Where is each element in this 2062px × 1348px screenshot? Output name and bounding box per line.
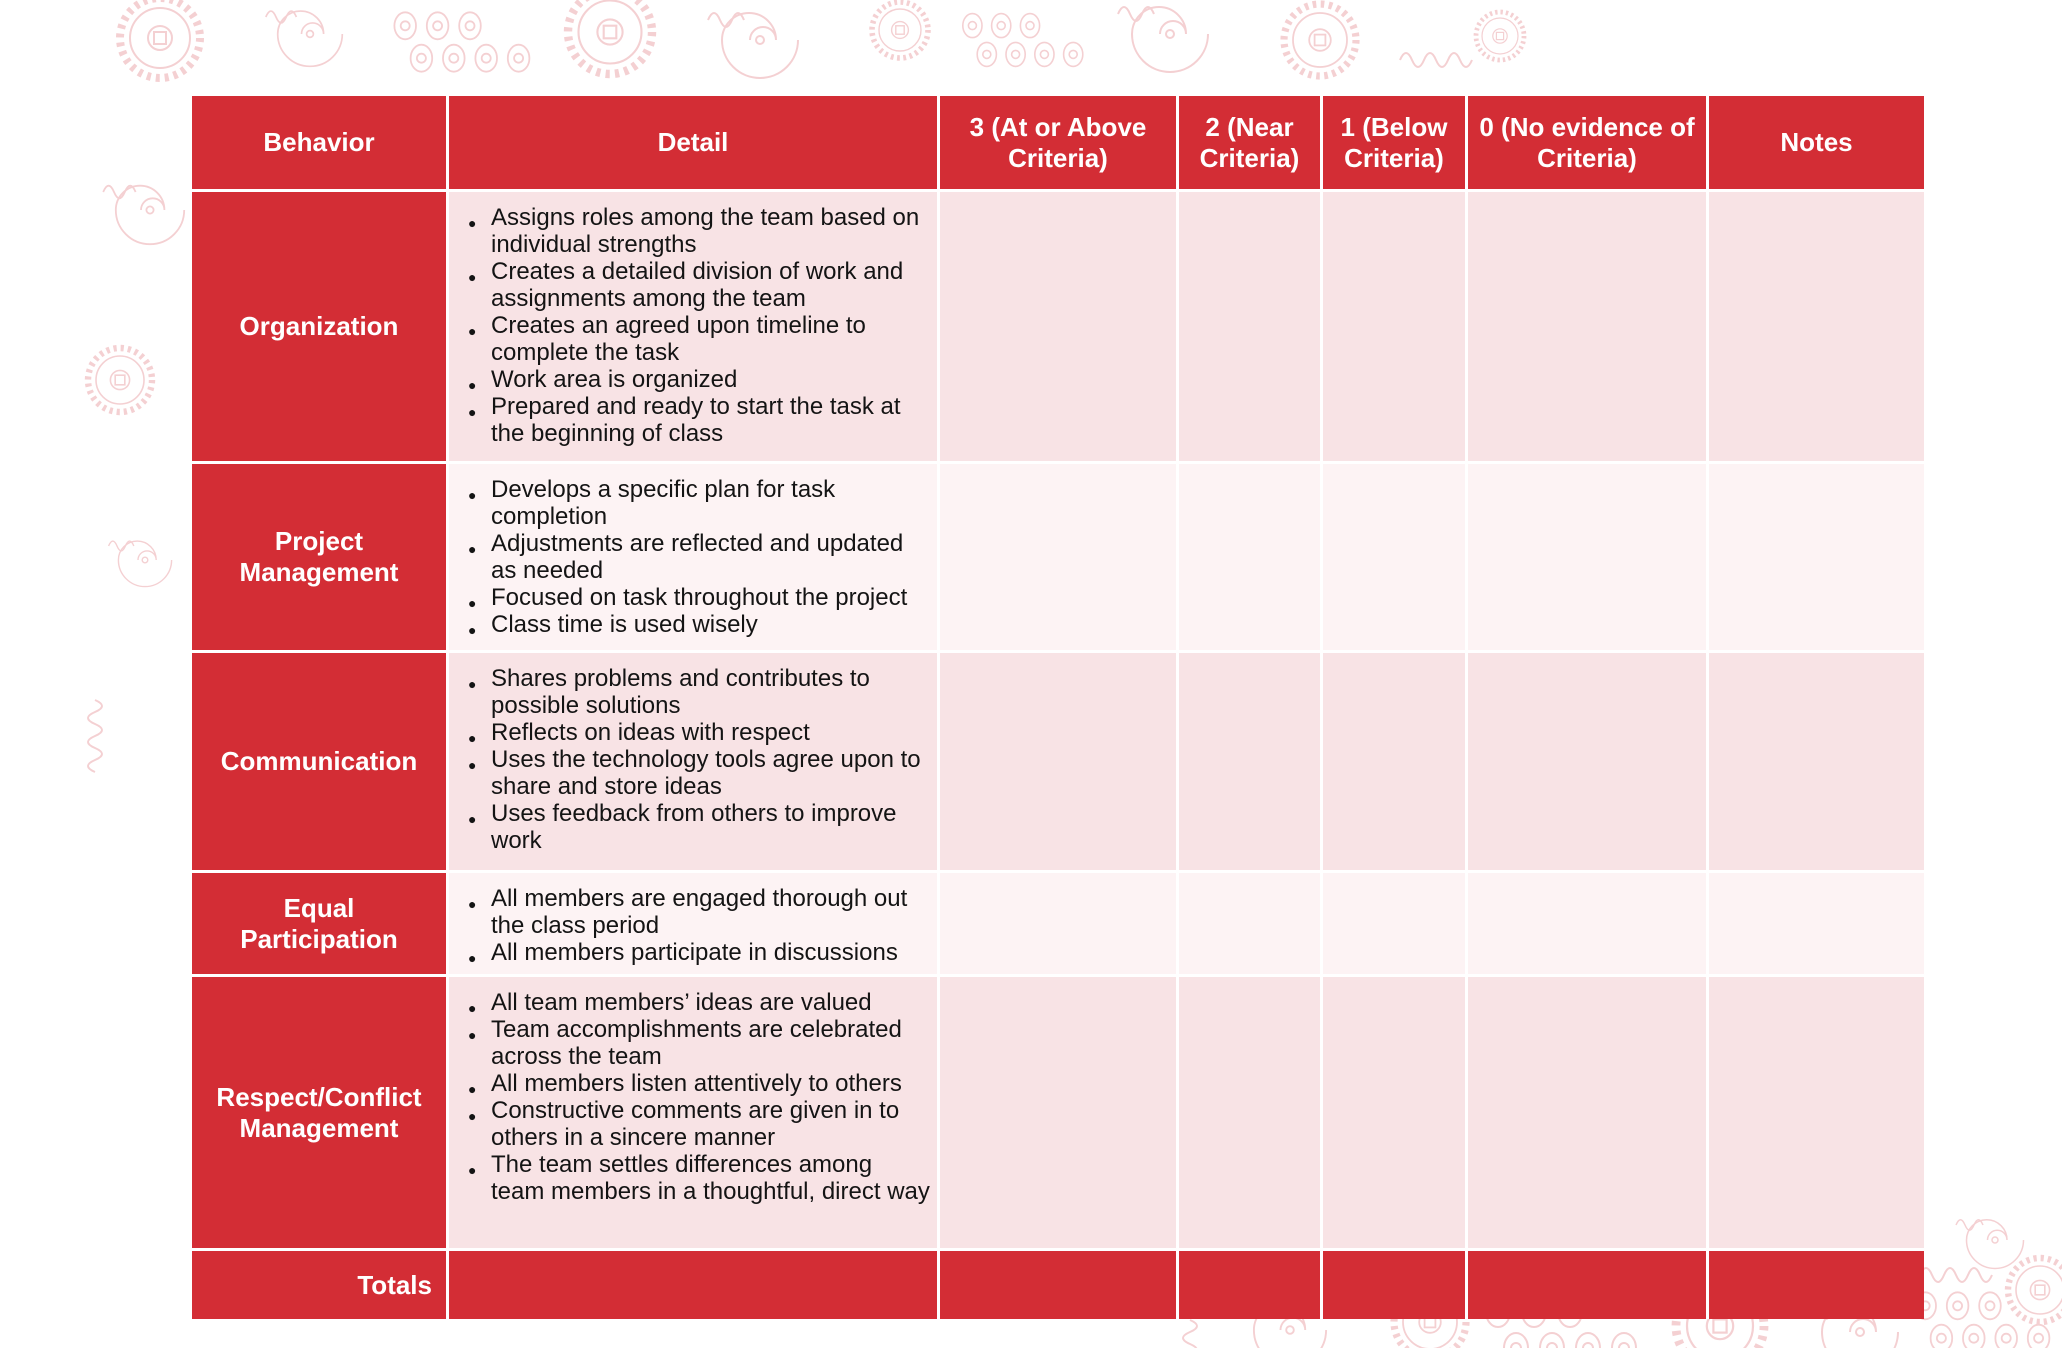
notes-cell (1709, 653, 1924, 870)
score-cell (1179, 464, 1320, 650)
score-cell (1468, 464, 1706, 650)
score-cell (1179, 653, 1320, 870)
detail-item: ● All members listen attentively to others (461, 1070, 931, 1097)
detail-item: ● Assigns roles among the team based on individual strengths (461, 204, 931, 258)
behavior-label-project-management: Project Management (192, 464, 446, 650)
detail-item: ● Develops a specific plan for task completion (461, 476, 931, 530)
detail-item: ● Focused on task throughout the project (461, 584, 931, 611)
detail-cell-respect-conflict-management (449, 977, 937, 1248)
notes-cell (1709, 464, 1924, 650)
behavior-label-communication: Communication (192, 653, 446, 870)
detail-cell-organization (449, 192, 937, 461)
detail-item: ● Reflects on ideas with respect (461, 719, 931, 746)
score-cell (1323, 192, 1465, 461)
detail-cell-equal-participation (449, 873, 937, 974)
totals-label: Totals (192, 1251, 446, 1319)
column-header-score-1: 1 (Below Criteria) (1323, 96, 1465, 189)
behavior-label-equal-participation: Equal Participation (192, 873, 446, 974)
behavior-label-organization: Organization (192, 192, 446, 461)
score-cell (1323, 977, 1465, 1248)
column-header-behavior: Behavior (192, 96, 446, 189)
totals-cell (1323, 1251, 1465, 1319)
notes-cell (1709, 192, 1924, 461)
detail-list (461, 476, 931, 638)
detail-item: ● Shares problems and contributes to possible solutions (461, 665, 931, 719)
totals-cell (449, 1251, 937, 1319)
notes-cell (1709, 873, 1924, 974)
detail-item: ● Constructive comments are given in to others in a sincere manner (461, 1097, 931, 1151)
column-header-score-2: 2 (Near Criteria) (1179, 96, 1320, 189)
score-cell (940, 653, 1176, 870)
score-cell (940, 977, 1176, 1248)
column-header-score-0: 0 (No evidence of Criteria) (1468, 96, 1706, 189)
detail-list (461, 885, 931, 966)
column-header-score-3: 3 (At or Above Criteria) (940, 96, 1176, 189)
behavior-label-respect-conflict-management: Respect/Conflict Management (192, 977, 446, 1248)
score-cell (1323, 464, 1465, 650)
rubric-table (192, 96, 1924, 1319)
detail-item: ● All members participate in discussions (461, 939, 931, 966)
score-cell (1468, 873, 1706, 974)
detail-cell-communication (449, 653, 937, 870)
detail-item: ● All members are engaged thorough out the class period (461, 885, 931, 939)
totals-cell (940, 1251, 1176, 1319)
score-cell (940, 873, 1176, 974)
notes-cell (1709, 977, 1924, 1248)
score-cell (1323, 873, 1465, 974)
detail-item: ● Creates an agreed upon timeline to complete the task (461, 312, 931, 366)
detail-item: ● Work area is organized (461, 366, 931, 393)
detail-list (461, 204, 931, 447)
detail-item: ● Uses feedback from others to improve work (461, 800, 931, 854)
totals-cell (1179, 1251, 1320, 1319)
score-cell (1179, 873, 1320, 974)
score-cell (940, 464, 1176, 650)
totals-cell (1468, 1251, 1706, 1319)
detail-list (461, 665, 931, 854)
detail-item: ● All team members’ ideas are valued (461, 989, 931, 1016)
score-cell (1179, 192, 1320, 461)
totals-cell (1709, 1251, 1924, 1319)
detail-item: ● The team settles differences among team members in a thoughtful, direct way (461, 1151, 931, 1205)
detail-cell-project-management (449, 464, 937, 650)
detail-item: ● Uses the technology tools agree upon to share and store ideas (461, 746, 931, 800)
score-cell (1468, 192, 1706, 461)
score-cell (1468, 653, 1706, 870)
column-header-notes: Notes (1709, 96, 1924, 189)
detail-list (461, 989, 931, 1205)
column-header-detail: Detail (449, 96, 937, 189)
detail-item: ● Team accomplishments are celebrated across the team (461, 1016, 931, 1070)
detail-item: ● Prepared and ready to start the task at the beginning of class (461, 393, 931, 447)
score-cell (1323, 653, 1465, 870)
detail-item: ● Adjustments are reflected and updated as needed (461, 530, 931, 584)
score-cell (1179, 977, 1320, 1248)
score-cell (940, 192, 1176, 461)
detail-item: ● Creates a detailed division of work and assignments among the team (461, 258, 931, 312)
score-cell (1468, 977, 1706, 1248)
detail-item: ● Class time is used wisely (461, 611, 931, 638)
